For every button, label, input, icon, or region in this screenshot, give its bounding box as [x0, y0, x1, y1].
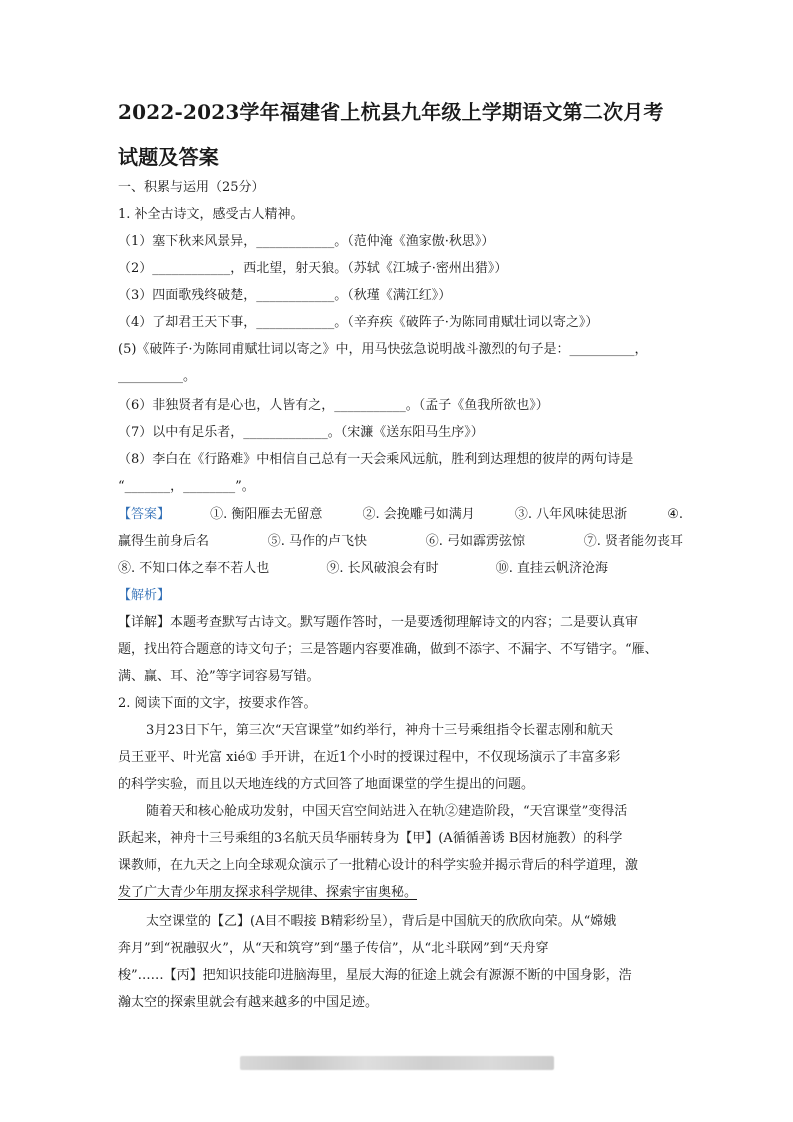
detail-line-1: 【详解】本题考查默写古诗文。默写题作答时，一是要透彻理解诗文的内容；二是要认真审: [118, 615, 639, 630]
answer-row: [118, 561, 608, 577]
answer-item: ⑩. 直挂云帆济沧海: [495, 561, 608, 576]
question-1-item-8-cont: “_______，________”。: [118, 479, 255, 494]
passage-para-2-line-4: 发了广大青少年朋友探求科学规律、探索宇宙奥秘。: [118, 885, 418, 900]
analysis-label: 【解析】: [118, 588, 171, 603]
answer-item: 赢得生前身后名: [118, 534, 210, 549]
question-1-item-5: (5)《破阵子·为陈同甫赋壮词以寄之》中，用马快弦急说明战斗激烈的句子是：__________，: [118, 342, 648, 357]
answer-item: ③. 八年风味徒思浙: [514, 507, 628, 522]
document-title-line-2: 试题及答案: [118, 145, 219, 169]
question-1-item-2: （2）____________，西北望，射天狼。（苏轼《江城子·密州出猎》）: [118, 261, 508, 276]
question-1-item-8: （8）李白在《行路难》中相信自己总有一天会乘风远航，胜利到达理想的彼岸的两句诗是: [118, 452, 634, 467]
question-2-stem: 2. 阅读下面的文字，按要求作答。: [118, 696, 317, 711]
answer-row: [118, 534, 683, 550]
passage-para-3-line-2: 奔月”到“祝融驭火”，从“天和筑穹”到“墨子传信”，从“北斗联网”到“天舟穿: [118, 941, 549, 956]
blurred-footer-watermark: [240, 1056, 554, 1070]
question-1-item-5-cont: __________。: [118, 369, 197, 384]
answer-item: ①. 衡阳雁去无留意: [210, 507, 323, 522]
section-heading: 一、积累与运用（25分）: [118, 180, 265, 195]
detail-line-3: 满、赢、耳、沧”等字词容易写错。: [118, 669, 320, 684]
passage-para-1-line-1: 3月23日下午，第三次“天宫课堂”如约举行，神舟十三号乘组指令长翟志刚和航天: [146, 723, 614, 738]
question-1-item-1: （1）塞下秋来风景异，____________。（范仲淹《渔家傲·秋思》）: [118, 234, 495, 249]
answer-item: ④.: [667, 507, 683, 522]
question-1-item-6: （6）非独贤者有是心也，人皆有之，___________。（孟子《鱼我所欲也》）: [118, 398, 549, 413]
answer-row: [118, 507, 683, 523]
question-1-item-7: （7）以中有足乐者，_____________。（宋濂《送东阳马生序》）: [118, 425, 484, 440]
passage-para-2-line-2: 跃起来，神舟十三号乘组的3名航天员华丽转身为【甲】(A循循善诱 B因材施教）的科学: [118, 831, 623, 846]
answer-item: ⑧. 不知口体之奉不若人也: [118, 561, 270, 576]
passage-para-2-line-3: 课教师，在九天之上向全球观众演示了一批精心设计的科学实验并揭示背后的科学道理，激: [118, 858, 639, 873]
question-1-item-4: （4）了却君王天下事，____________。（辛弃疾《破阵子·为陈同甫赋壮词以寄之》）: [118, 315, 599, 330]
answer-item: ②. 会挽雕弓如满月: [362, 507, 475, 522]
question-1-stem: 1. 补全古诗文，感受古人精神。: [118, 207, 304, 222]
passage-para-3-line-4: 瀚太空的探索里就会有越来越多的中国足迹。: [118, 995, 379, 1010]
answer-label: 【答案】: [118, 507, 171, 522]
passage-para-1-line-2: 员王亚平、叶光富 xié① 手开讲，在近1个小时的授课过程中，不仅现场演示了丰富多彩: [118, 750, 621, 765]
answer-item: ⑤. 马作的卢飞快: [267, 534, 367, 549]
detail-line-2: 题，找出符合题意的诗文句子；三是答题内容要准确，做到不添字、不漏字、不写错字。“雁、: [118, 642, 658, 657]
passage-para-2-line-1: 随着天和核心舱成功发射，中国天宫空间站进入在轨②建造阶段，“天宫课堂”变得活: [146, 804, 628, 819]
answer-item: ⑨. 长风破浪会有时: [326, 561, 439, 576]
passage-para-1-line-3: 的科学实验，而且以天地连线的方式回答了地面课堂的学生提出的问题。: [118, 777, 535, 792]
passage-para-3-line-1: 太空课堂的【乙】(A目不暇接 B精彩纷呈），背后是中国航天的欣欣向荣。从“嫦娥: [146, 914, 617, 929]
passage-para-3-line-3: 梭”……【丙】把知识技能印进脑海里，星辰大海的征途上就会有源源不断的中国身影，浩: [118, 968, 632, 983]
answer-item: ⑥. 弓如霹雳弦惊: [425, 534, 525, 549]
document-title-line-1: 2022-2023学年福建省上杭县九年级上学期语文第二次月考: [118, 100, 664, 124]
question-1-item-3: （3）四面歌残终破楚，____________。（秋瑾《满江红》）: [118, 288, 452, 303]
answer-item: ⑦. 贤者能勿丧耳: [583, 534, 683, 549]
